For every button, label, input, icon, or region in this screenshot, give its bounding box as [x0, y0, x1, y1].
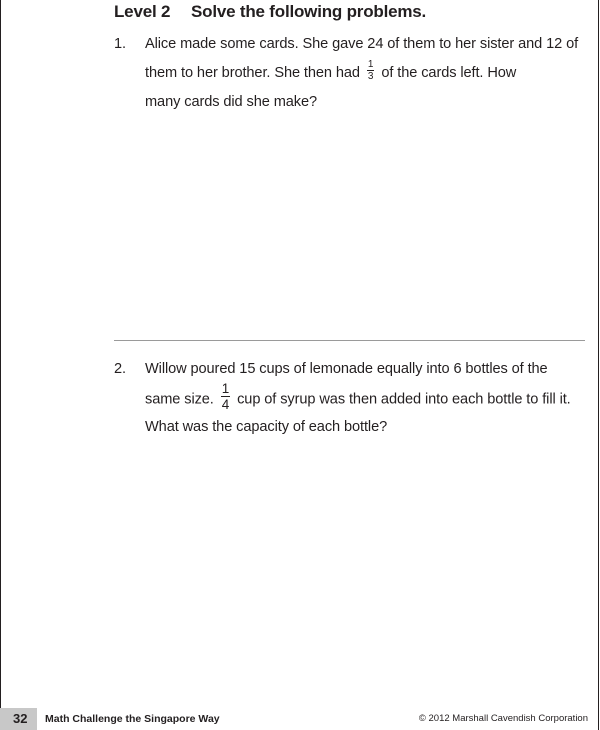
instruction-text: Solve the following problems.: [191, 2, 427, 21]
fraction: [221, 381, 230, 412]
problem-text: [145, 355, 585, 442]
problem-text-segment: of the cards left. How: [381, 65, 517, 81]
problem-text-segment: them to her brother. She then had: [145, 65, 360, 81]
problem-number: 2.: [114, 361, 126, 377]
fraction: [367, 59, 374, 82]
fraction-numerator: 1: [221, 381, 230, 396]
fraction-denominator: 3: [367, 70, 374, 82]
level-label: Level 2: [114, 2, 171, 21]
problem-line: [145, 381, 585, 413]
problem-line: [145, 59, 585, 88]
problem-line: Willow poured 15 cups of lemonade equally into 6 bottles of the: [145, 361, 548, 377]
page-number: 32: [0, 708, 37, 730]
book-title: Math Challenge the Singapore Way: [45, 713, 220, 725]
section-heading: [114, 2, 426, 22]
problem-number: 1.: [114, 36, 126, 52]
problem-text-segment: cup of syrup was then added into each bottle to fill it.: [237, 391, 571, 408]
problem-line: What was the capacity of each bottle?: [145, 419, 388, 435]
fraction-numerator: 1: [367, 58, 374, 70]
problem-line: many cards did she make?: [145, 94, 317, 110]
fraction-denominator: 4: [221, 397, 230, 412]
section-divider: [114, 340, 585, 341]
problem-text-segment: same size.: [145, 391, 214, 408]
problem-line: Alice made some cards. She gave 24 of them to her sister and 12 of: [145, 36, 579, 52]
copyright-notice: © 2012 Marshall Cavendish Corporation: [418, 713, 588, 724]
problem-text: [145, 30, 585, 117]
